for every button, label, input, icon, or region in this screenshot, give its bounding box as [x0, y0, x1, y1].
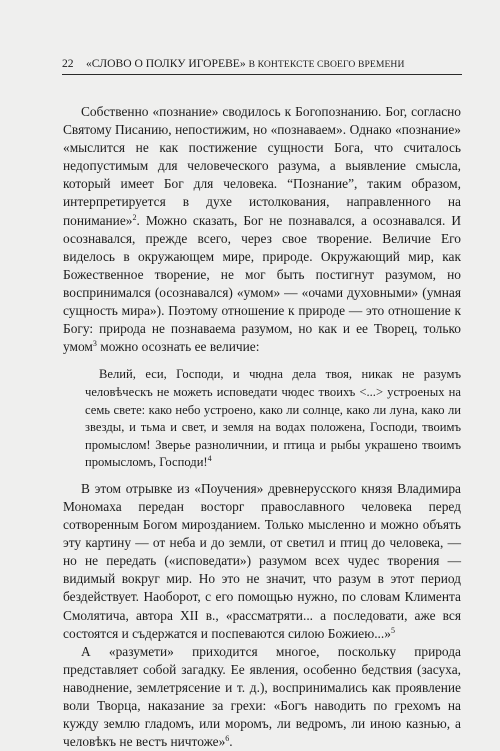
main-text: [63, 103, 461, 751]
footnote-ref: 3: [92, 339, 97, 349]
running-subtitle: В КОНТЕКСТЕ СВОЕГО ВРЕМЕНИ: [248, 59, 405, 70]
footnote-ref: 2: [132, 212, 137, 222]
paragraph-text: А «разумети» приходится многое, поскольку природа представляет собой загадку. Ее явления, особенно бедствия (засуха, наводнение, землетрясение и т. д.), воспринимались как проявление воли Творца, наказание за грехи: «Богъ наводить по грехомъ на кужду землю гладомъ, или моромъ, ли ведромъ, ли иною казнью, а человѣкъ не вестъ ничтоже»: [63, 643, 461, 750]
paragraph-text: В этом отрывке из «Поучения» древнерусского князя Владимира Мономаха передан восторг православного человека перед сотворенным Богом мирозданием. Только мысленно и можно объять эту картину — от неба и до земли, от светил и птиц до человека, — но не передать («исповедати») разумом всех чудес творения — видимый вокруг мир. Но это не значит, что разум в этот период бездействует. Наоборот, с его помощью нужно, по словам Климента Смолятича, автора XII в., «рассматряти... а последовати, аже вся состоятся и съдержатся и поспеваются силою Божиею...»: [63, 480, 461, 641]
paragraph: [63, 643, 461, 751]
header-rule: [62, 74, 462, 75]
paragraph-text: Собственно «познание» сводилось к Богопознанию. Бог, согласно Святому Писанию, непостижим, но «познаваем». Однако «познание» «мыслится не как постижение сущности Бога, что считалось недопустимым для человеческого разума, а выявление смысла, который имеет Бог для человека. “Познание”, таким образом, интерпретируется в духе истолкования, направленного на понимание»: [63, 104, 461, 228]
paragraph: [63, 103, 461, 356]
footnote-ref: 5: [390, 625, 395, 635]
paragraph-text: можно осознать ее величие:: [96, 339, 260, 355]
page-number: 22: [62, 57, 74, 70]
running-title: «СЛОВО О ПОЛКУ ИГОРЕВЕ»: [86, 57, 246, 70]
paragraph-text: .: [229, 734, 233, 750]
paragraph-text: . Можно сказать, Бог не познавался, а осознавался. И осознавался, прежде всего, через свое творение. Величие Его виделось в окружающем мире, природе. Окружающий мир, как Божественное творение, не мог быть постигнут разумом, но воспринимался (осознавался) «умом» — «очами духовными» (умная сущность мира»). Поэтому отношение к природе — это отношение к Богу: природа не познаваема разумом, но как и ее Творец, только умом: [63, 212, 461, 355]
quote-text: Велий, еси, Господи, и чюдна дела твоя, никак не разумъ человѣческъ не можеть исповедати чюдес твоихъ <...> устроеных на семь свете: како небо устроено, како ли солнце, како ли луна, како ли звезды, и тьма и свет, и земля на водах положена, Господи, твоимъ промыслом! Зверье разноличнии, и птица и рыбы украшено твоимъ промысломъ, Господи!: [85, 367, 461, 470]
footnote-ref: 4: [207, 454, 212, 464]
footnote-ref: 6: [225, 734, 230, 744]
block-quote: [63, 366, 461, 472]
paragraph: [63, 480, 461, 643]
running-header: [62, 57, 460, 72]
